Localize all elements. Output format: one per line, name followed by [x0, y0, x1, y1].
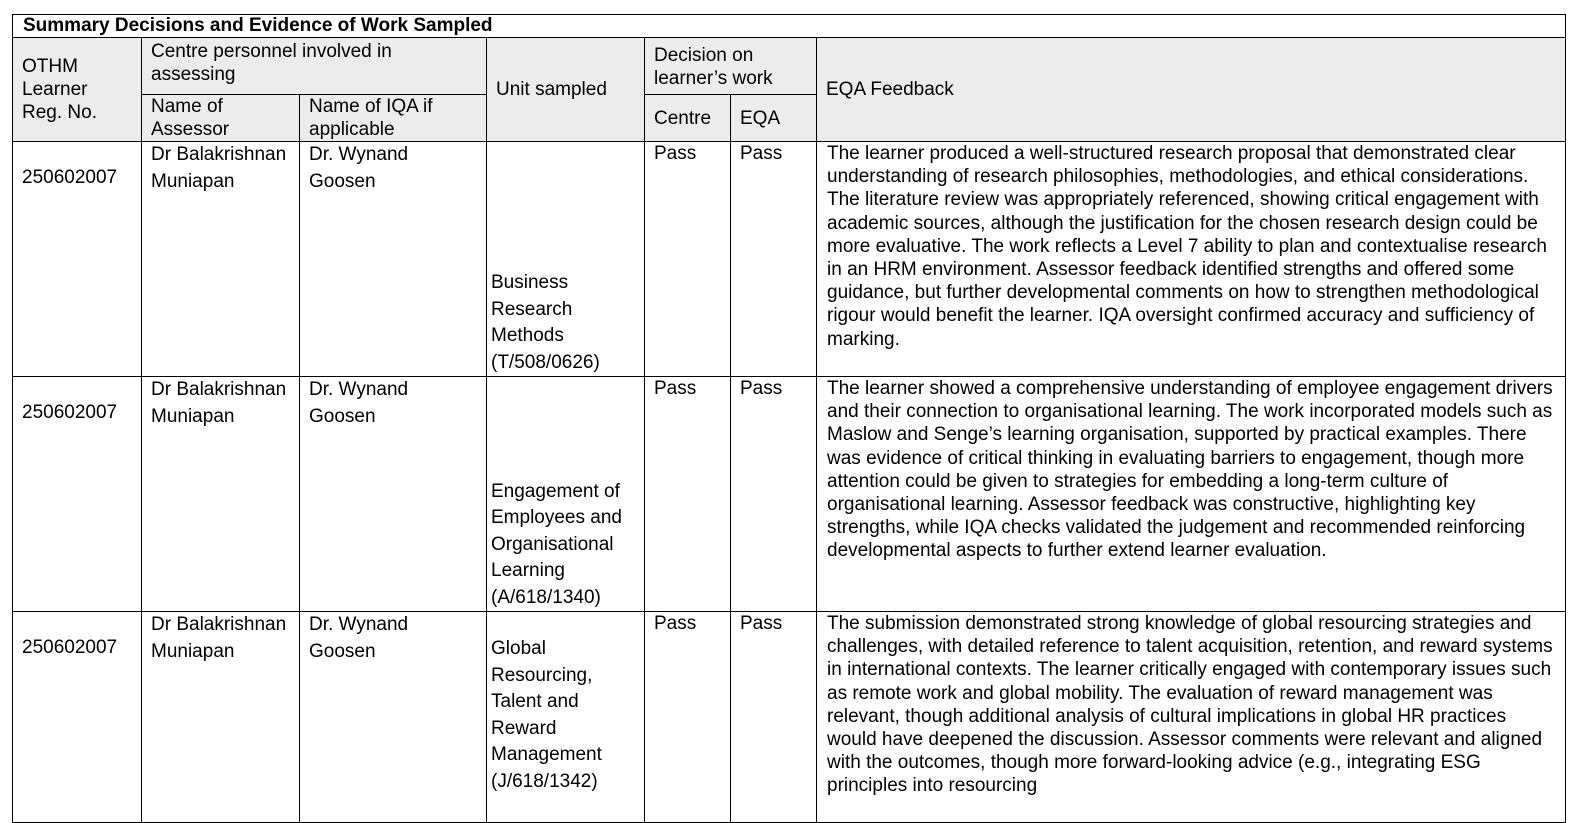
- assessor-cell: Dr Balakrishnan Muniapan: [142, 377, 300, 612]
- eqa-decision-cell: Pass: [731, 142, 817, 377]
- header-reg-no: OTHM Learner Reg. No.: [13, 38, 142, 142]
- header-eqa-feedback: EQA Feedback: [817, 38, 1566, 142]
- iqa-cell: Dr. Wynand Goosen: [300, 377, 487, 612]
- assessor-cell: Dr Balakrishnan Muniapan: [142, 612, 300, 823]
- centre-decision-cell: Pass: [645, 142, 731, 377]
- assessor-cell: Dr Balakrishnan Muniapan: [142, 142, 300, 377]
- iqa-cell: Dr. Wynand Goosen: [300, 612, 487, 823]
- table-row: [13, 377, 1566, 612]
- unit-cell: Global Resourcing, Talent and Reward Management (J/618/1342): [487, 612, 645, 823]
- summary-document: [12, 14, 1565, 797]
- eqa-decision-cell: Pass: [731, 612, 817, 823]
- centre-decision-cell: Pass: [645, 612, 731, 823]
- header-iqa: Name of IQA if applicable: [300, 95, 487, 142]
- header-assessor: Name of Assessor: [142, 95, 300, 142]
- eqa-decision-cell: Pass: [731, 377, 817, 612]
- header-centre: Centre: [645, 95, 731, 142]
- centre-decision-cell: Pass: [645, 377, 731, 612]
- iqa-cell: Dr. Wynand Goosen: [300, 142, 487, 377]
- reg-no-cell: 250602007: [13, 612, 142, 823]
- header-centre-personnel: Centre personnel involved in assessing: [142, 38, 487, 95]
- reg-no-cell: 250602007: [13, 142, 142, 377]
- unit-cell: Engagement of Employees and Organisational Learning (A/618/1340): [487, 377, 645, 612]
- table-row: [13, 142, 1566, 377]
- table-title: Summary Decisions and Evidence of Work Sampled: [13, 15, 1566, 38]
- header-decision: Decision on learner’s work: [645, 38, 817, 95]
- feedback-cell: The learner produced a well-structured research proposal that demonstrated clear understanding of research philosophies, methodologies, and ethical considerations. The literature review was appropriately referenced, showing critical engagement with academic sources, although the justification for the chosen research design could be more evaluative. The work reflects a Level 7 ability to plan and contextualise research in an HRM environment. Assessor feedback identified strengths and offered some guidance, but further developmental comments on how to strengthen methodological rigour would benefit the learner. IQA oversight confirmed accuracy and sufficiency of marking.: [817, 142, 1566, 377]
- summary-table: [12, 14, 1566, 823]
- feedback-cell: The submission demonstrated strong knowledge of global resourcing strategies and challenges, with detailed reference to talent acquisition, retention, and reward systems in international contexts. The learner critically engaged with contemporary issues such as remote work and global mobility. The evaluation of reward management was relevant, though additional analysis of cultural implications in global HR practices would have deepened the discussion. Assessor comments were relevant and aligned with the outcomes, though more forward-looking advice (e.g., integrating ESG principles into resourcing: [817, 612, 1566, 823]
- table-row: [13, 612, 1566, 823]
- unit-cell: Business Research Methods (T/508/0626): [487, 142, 645, 377]
- feedback-cell: The learner showed a comprehensive understanding of employee engagement drivers and their connection to organisational learning. The work incorporated models such as Maslow and Senge’s learning organisation, supported by practical examples. There was evidence of critical thinking in evaluating barriers to engagement, though more attention could be given to strategies for embedding a long-term culture of organisational learning. Assessor feedback was constructive, highlighting key strengths, while IQA checks validated the judgement and recommended reinforcing developmental aspects to further extend learner evaluation.: [817, 377, 1566, 612]
- header-unit-sampled: Unit sampled: [487, 38, 645, 142]
- reg-no-cell: 250602007: [13, 377, 142, 612]
- header-eqa: EQA: [731, 95, 817, 142]
